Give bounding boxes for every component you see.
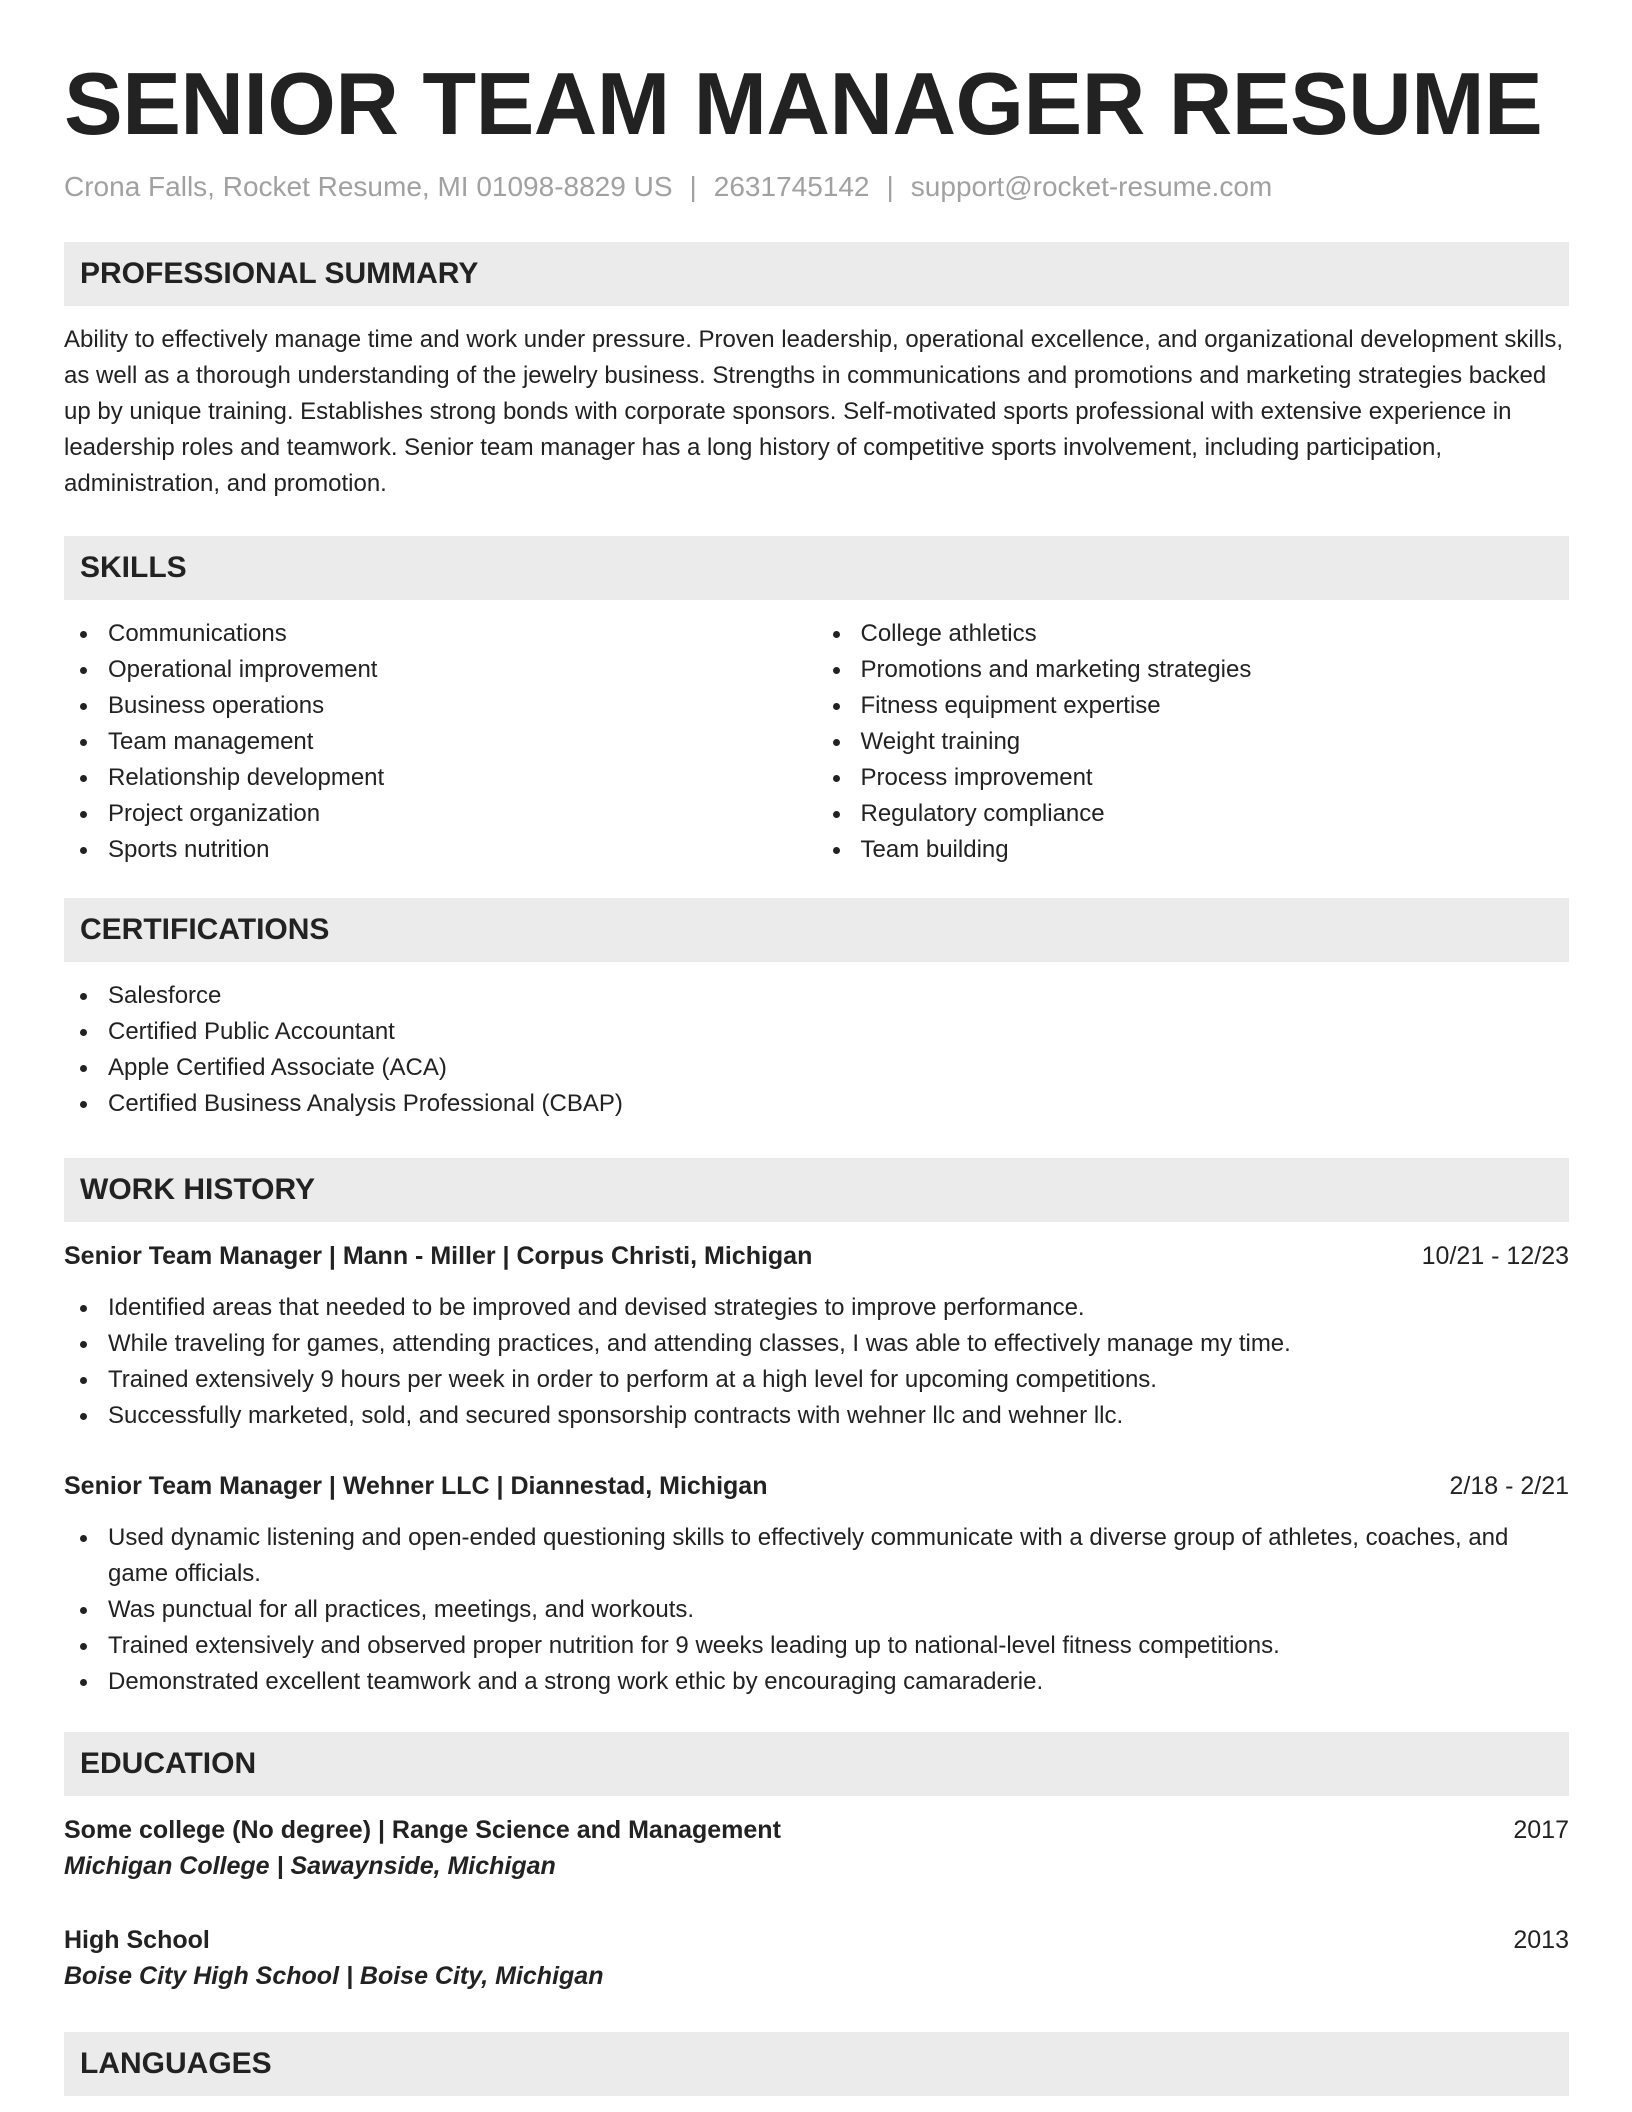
education-title: Some college (No degree) | Range Science and Management bbox=[64, 1816, 781, 1844]
education-school: Boise City High School | Boise City, Michigan bbox=[64, 1962, 604, 1990]
certification-item: Certified Business Analysis Professional (CBAP) bbox=[64, 1086, 1569, 1122]
job-bullet: Identified areas that needed to be improved and devised strategies to improve performance. bbox=[64, 1290, 1569, 1326]
contact-line bbox=[64, 170, 1569, 204]
skills-column-left bbox=[64, 616, 817, 868]
skills-list bbox=[64, 616, 1569, 868]
skill-item: Communications bbox=[64, 616, 817, 652]
education-header bbox=[64, 1922, 1569, 1958]
skill-item: Team building bbox=[817, 832, 1570, 868]
contact-separator: | bbox=[689, 171, 697, 202]
job-header bbox=[64, 1238, 1569, 1274]
job-bullet: Demonstrated excellent teamwork and a strong work ethic by encouraging camaraderie. bbox=[64, 1664, 1569, 1700]
job-entry bbox=[64, 1468, 1569, 1700]
job-entry bbox=[64, 1238, 1569, 1434]
education-year: 2013 bbox=[1513, 1926, 1569, 1954]
job-bullet: Used dynamic listening and open-ended questioning skills to effectively communicate with a diverse group of athletes, coaches, and game officials. bbox=[64, 1520, 1569, 1592]
skill-item: Fitness equipment expertise bbox=[817, 688, 1570, 724]
skill-item: Sports nutrition bbox=[64, 832, 817, 868]
job-bullet: While traveling for games, attending practices, and attending classes, I was able to effectively manage my time. bbox=[64, 1326, 1569, 1362]
job-dates: 10/21 - 12/23 bbox=[1421, 1242, 1569, 1270]
skill-item: Project organization bbox=[64, 796, 817, 832]
education-entry bbox=[64, 1922, 1569, 1994]
job-bullets bbox=[64, 1290, 1569, 1434]
skill-item: Process improvement bbox=[817, 760, 1570, 796]
job-title: Senior Team Manager | Mann - Miller | Corpus Christi, Michigan bbox=[64, 1242, 813, 1270]
education-entry bbox=[64, 1812, 1569, 1884]
skill-item: Weight training bbox=[817, 724, 1570, 760]
skill-item: Business operations bbox=[64, 688, 817, 724]
education-header bbox=[64, 1812, 1569, 1848]
skill-item: Operational improvement bbox=[64, 652, 817, 688]
contact-address: Crona Falls, Rocket Resume, MI 01098-8829 US bbox=[64, 171, 673, 202]
section-heading-skills: SKILLS bbox=[64, 536, 1569, 600]
section-heading-summary: PROFESSIONAL SUMMARY bbox=[64, 242, 1569, 306]
job-title: Senior Team Manager | Wehner LLC | Diannestad, Michigan bbox=[64, 1472, 768, 1500]
education-school: Michigan College | Sawaynside, Michigan bbox=[64, 1852, 556, 1880]
certifications-list bbox=[64, 978, 1569, 1122]
job-bullet: Was punctual for all practices, meetings, and workouts. bbox=[64, 1592, 1569, 1628]
certification-item: Apple Certified Associate (ACA) bbox=[64, 1050, 1569, 1086]
section-heading-languages: LANGUAGES bbox=[64, 2032, 1569, 2096]
skill-item: Regulatory compliance bbox=[817, 796, 1570, 832]
resume-title: SENIOR TEAM MANAGER RESUME bbox=[64, 54, 1543, 153]
section-heading-education: EDUCATION bbox=[64, 1732, 1569, 1796]
education-year: 2017 bbox=[1513, 1816, 1569, 1844]
skill-item: Promotions and marketing strategies bbox=[817, 652, 1570, 688]
education-title: High School bbox=[64, 1926, 210, 1954]
contact-separator: | bbox=[886, 171, 894, 202]
job-bullets bbox=[64, 1520, 1569, 1700]
job-bullet: Trained extensively and observed proper nutrition for 9 weeks leading up to national-level fitness competitions. bbox=[64, 1628, 1569, 1664]
job-bullet: Trained extensively 9 hours per week in order to perform at a high level for upcoming competitions. bbox=[64, 1362, 1569, 1398]
contact-email: support@rocket-resume.com bbox=[910, 171, 1273, 202]
certification-item: Salesforce bbox=[64, 978, 1569, 1014]
job-dates: 2/18 - 2/21 bbox=[1449, 1472, 1569, 1500]
summary-text: Ability to effectively manage time and work under pressure. Proven leadership, operational excellence, and organizational development skills, as well as a thorough understanding of the jewelry business. Strengths in communications and promotions and marketing strategies backed up by unique training. Establishes strong bonds with corporate sponsors. Self-motivated sports professional with extensive experience in leadership roles and teamwork. Senior team manager has a long history of competitive sports involvement, including participation, administration, and promotion. bbox=[64, 326, 1564, 497]
skill-item: Relationship development bbox=[64, 760, 817, 796]
section-heading-work-history: WORK HISTORY bbox=[64, 1158, 1569, 1222]
skills-column-right bbox=[817, 616, 1570, 868]
job-header bbox=[64, 1468, 1569, 1504]
certification-item: Certified Public Accountant bbox=[64, 1014, 1569, 1050]
contact-phone: 2631745142 bbox=[713, 171, 870, 202]
section-heading-certifications: CERTIFICATIONS bbox=[64, 898, 1569, 962]
skill-item: College athletics bbox=[817, 616, 1570, 652]
skill-item: Team management bbox=[64, 724, 817, 760]
job-bullet: Successfully marketed, sold, and secured sponsorship contracts with wehner llc and wehner llc. bbox=[64, 1398, 1569, 1434]
